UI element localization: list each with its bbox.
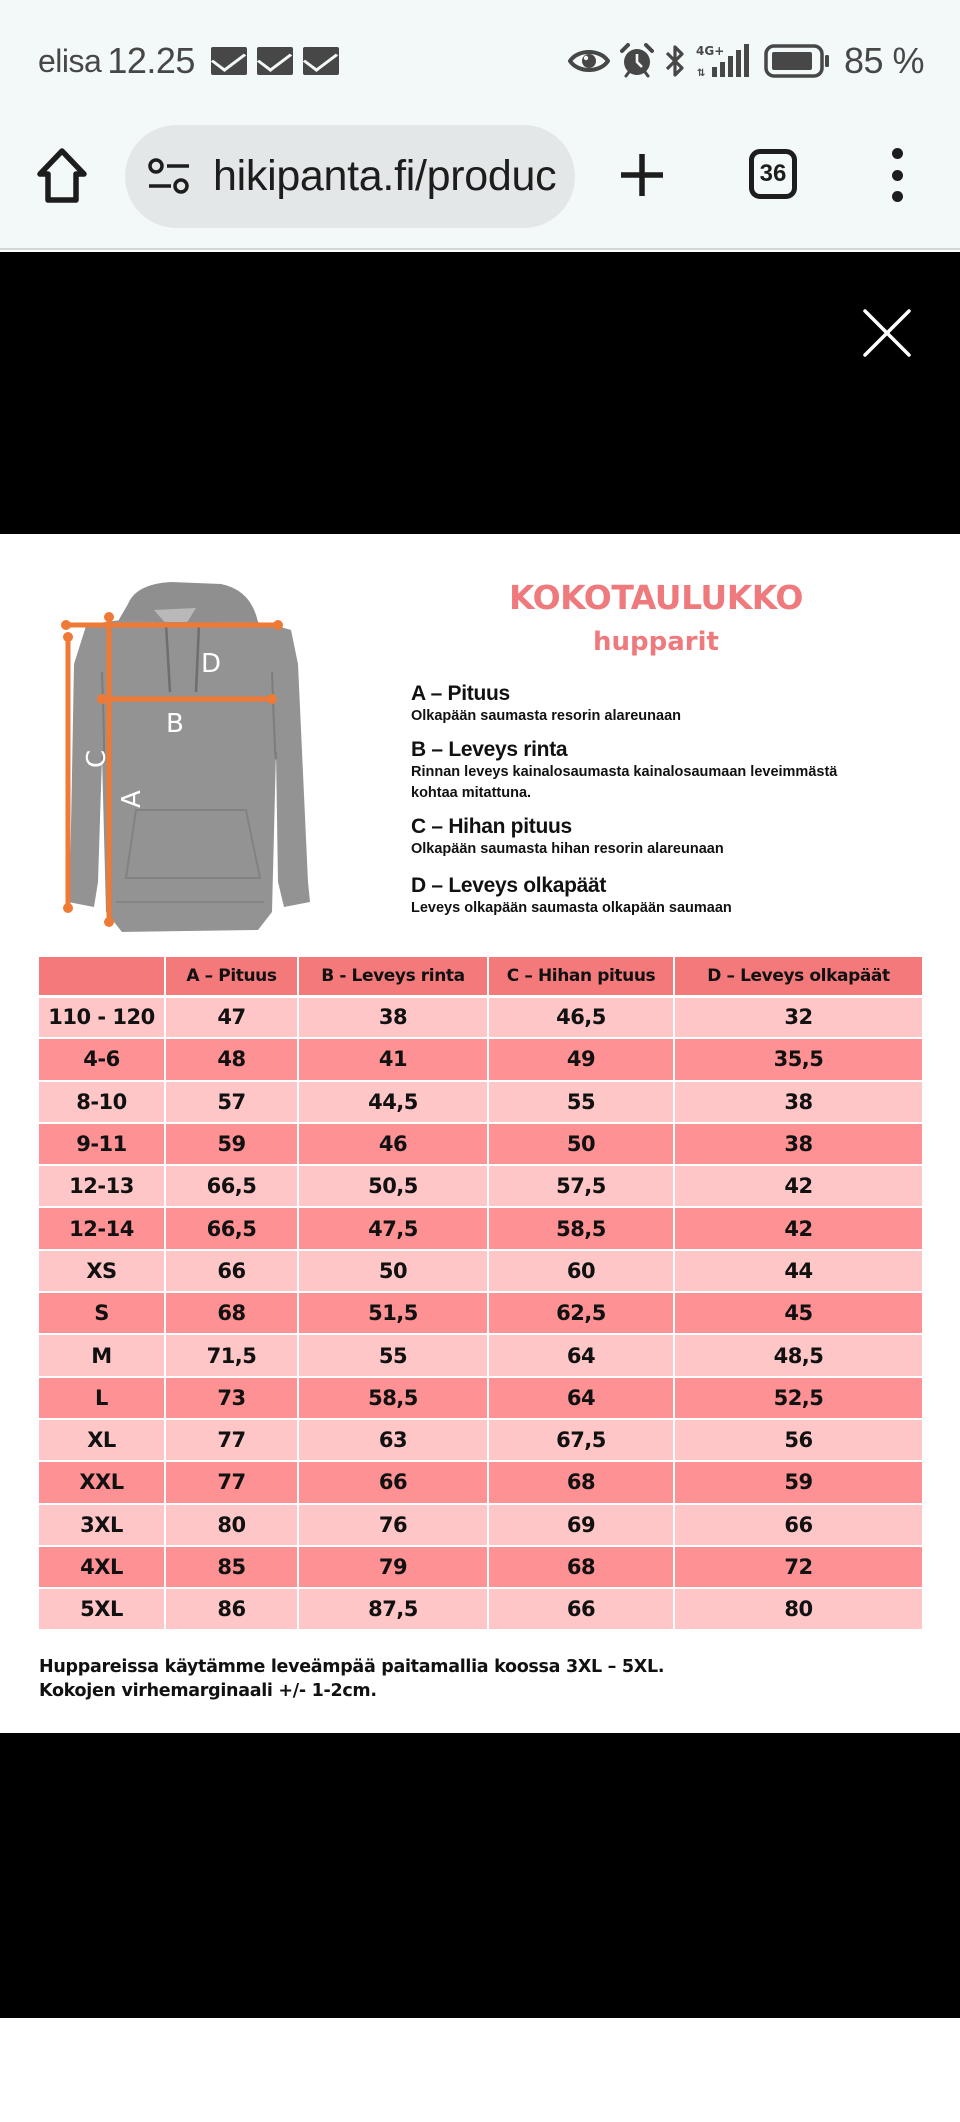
size-label-cell: 110 - 120 <box>38 996 165 1038</box>
measurement-cell: 58,5 <box>488 1207 674 1249</box>
measurement-cell: 77 <box>165 1419 298 1461</box>
measurement-cell: 69 <box>488 1504 674 1546</box>
menu-dot <box>892 170 903 181</box>
measurement-cell: 62,5 <box>488 1292 674 1334</box>
measurement-cell: 86 <box>165 1588 298 1630</box>
measurement-cell: 73 <box>165 1377 298 1419</box>
table-row <box>38 1207 923 1249</box>
more-vert-icon[interactable] <box>880 148 914 202</box>
label-d: D <box>201 649 222 679</box>
measurement-cell: 48 <box>165 1038 298 1080</box>
chart-title: KOKOTAULUKKO <box>509 578 803 617</box>
legend-d <box>411 874 931 919</box>
legend-a <box>411 682 931 727</box>
measurement-cell: 79 <box>298 1546 488 1588</box>
measurement-cell: 68 <box>488 1461 674 1503</box>
status-left <box>38 38 339 84</box>
measurement-cell: 64 <box>488 1377 674 1419</box>
measurement-cell: 32 <box>674 996 923 1038</box>
size-label-cell: 12-14 <box>38 1207 165 1249</box>
legend-desc: Olkapään saumasta resorin alareunaan <box>411 708 681 724</box>
legend-heading: D – Leveys olkapäät <box>411 874 607 897</box>
menu-dot <box>892 191 903 202</box>
lightbox-backdrop-bottom <box>0 1733 960 2018</box>
size-label-cell: 4XL <box>38 1546 165 1588</box>
size-label-cell: M <box>38 1334 165 1376</box>
size-chart-image <box>0 534 960 1733</box>
label-a: A <box>117 790 147 808</box>
measurement-cell: 68 <box>165 1292 298 1334</box>
url-text[interactable]: hikipanta.fi/produc <box>213 152 557 200</box>
table-row <box>38 1546 923 1588</box>
table-row <box>38 1504 923 1546</box>
table-row <box>38 1461 923 1503</box>
size-table <box>37 955 924 1631</box>
measurement-cell: 46 <box>298 1123 488 1165</box>
measurement-cell: 35,5 <box>674 1038 923 1080</box>
label-c: C <box>82 749 112 768</box>
bluetooth-icon <box>664 44 686 78</box>
measurement-cell: 52,5 <box>674 1377 923 1419</box>
measurement-cell: 55 <box>488 1081 674 1123</box>
measurement-cell: 47,5 <box>298 1207 488 1249</box>
measurement-cell: 47 <box>165 996 298 1038</box>
size-label-cell: XL <box>38 1419 165 1461</box>
address-bar[interactable] <box>125 125 575 228</box>
footnote <box>39 1655 664 1703</box>
measurement-cell: 80 <box>674 1588 923 1630</box>
footnote-line: Kokojen virhemarginaali +/- 1-2cm. <box>39 1681 377 1701</box>
size-label-cell: 5XL <box>38 1588 165 1630</box>
measurement-cell: 66 <box>165 1250 298 1292</box>
measurement-cell: 38 <box>674 1081 923 1123</box>
measurement-cell: 45 <box>674 1292 923 1334</box>
measurement-cell: 50,5 <box>298 1165 488 1207</box>
measurement-cell: 68 <box>488 1546 674 1588</box>
size-label-cell: 12-13 <box>38 1165 165 1207</box>
size-label-cell: 8-10 <box>38 1081 165 1123</box>
size-label-cell: L <box>38 1377 165 1419</box>
table-row <box>38 1419 923 1461</box>
measurement-cell: 66,5 <box>165 1207 298 1249</box>
legend-heading: A – Pituus <box>411 682 510 705</box>
legend-heading: B – Leveys rinta <box>411 738 568 761</box>
measurement-cell: 57,5 <box>488 1165 674 1207</box>
header-cell: A – Pituus <box>165 956 298 996</box>
measurement-cell: 80 <box>165 1504 298 1546</box>
measurement-cell: 49 <box>488 1038 674 1080</box>
label-b: B <box>166 709 184 739</box>
status-right <box>568 38 924 84</box>
chart-subtitle: hupparit <box>593 627 719 657</box>
battery-icon <box>764 44 830 78</box>
measurement-cell: 51,5 <box>298 1292 488 1334</box>
table-row <box>38 1588 923 1630</box>
measurement-cell: 66,5 <box>165 1165 298 1207</box>
table-row <box>38 1334 923 1376</box>
svg-text:4G+: 4G+ <box>695 44 725 58</box>
home-icon[interactable] <box>36 146 88 206</box>
measurement-cell: 85 <box>165 1546 298 1588</box>
measurement-cell: 77 <box>165 1461 298 1503</box>
measurement-cell: 42 <box>674 1207 923 1249</box>
measurement-cell: 38 <box>674 1123 923 1165</box>
table-row <box>38 1292 923 1334</box>
table-row <box>38 1123 923 1165</box>
measurement-cell: 55 <box>298 1334 488 1376</box>
size-label-cell: XXL <box>38 1461 165 1503</box>
legend-c <box>411 815 931 860</box>
measurement-cell: 60 <box>488 1250 674 1292</box>
legend-desc: Rinnan leveys kainalosaumasta kainalosaumaan leveimmästä <box>411 764 838 780</box>
legend-desc: Leveys olkapään saumasta olkapään saumaan <box>411 900 732 916</box>
header-cell <box>38 956 165 996</box>
size-label-cell: XS <box>38 1250 165 1292</box>
measurement-cell: 66 <box>674 1504 923 1546</box>
measurement-cell: 42 <box>674 1165 923 1207</box>
table-body <box>38 996 923 1630</box>
measurement-cell: 64 <box>488 1334 674 1376</box>
table-row <box>38 1250 923 1292</box>
measurement-cell: 57 <box>165 1081 298 1123</box>
svg-text:⇅: ⇅ <box>696 68 706 79</box>
table-row <box>38 996 923 1038</box>
menu-dot <box>892 148 903 159</box>
header-cell: B - Leveys rinta <box>298 956 488 996</box>
size-label-cell: S <box>38 1292 165 1334</box>
hoodie-diagram <box>46 582 316 938</box>
measurement-cell: 63 <box>298 1419 488 1461</box>
table-header-row <box>38 956 923 996</box>
browser-toolbar <box>0 110 960 250</box>
measurement-cell: 71,5 <box>165 1334 298 1376</box>
measurement-cell: 44,5 <box>298 1081 488 1123</box>
measurement-cell: 41 <box>298 1038 488 1080</box>
eye-icon <box>568 47 610 75</box>
measurement-cell: 50 <box>488 1123 674 1165</box>
close-icon[interactable] <box>862 308 912 358</box>
legend-desc: kohtaa mitattuna. <box>411 785 532 801</box>
measurement-cell: 46,5 <box>488 996 674 1038</box>
tune-icon[interactable] <box>147 157 191 197</box>
status-bar <box>0 0 960 110</box>
size-label-cell: 9-11 <box>38 1123 165 1165</box>
signal-4g-plus-icon <box>696 43 754 79</box>
alarm-icon <box>620 43 654 79</box>
legend-desc: Olkapään saumasta hihan resorin alareunaan <box>411 841 724 857</box>
mail-icon <box>257 47 293 75</box>
legend-heading: C – Hihan pituus <box>411 815 572 838</box>
measurement-cell: 67,5 <box>488 1419 674 1461</box>
mail-icon <box>211 47 247 75</box>
measurement-cell: 48,5 <box>674 1334 923 1376</box>
measurement-cell: 66 <box>298 1461 488 1503</box>
lightbox-backdrop-top <box>0 252 960 534</box>
measurement-cell: 44 <box>674 1250 923 1292</box>
measurement-cell: 76 <box>298 1504 488 1546</box>
measurement-cell: 38 <box>298 996 488 1038</box>
table-row <box>38 1165 923 1207</box>
mail-icon <box>303 47 339 75</box>
measurement-cell: 50 <box>298 1250 488 1292</box>
measurement-cell: 87,5 <box>298 1588 488 1630</box>
header-cell: C – Hihan pituus <box>488 956 674 996</box>
size-label-cell: 4-6 <box>38 1038 165 1080</box>
measurement-cell: 72 <box>674 1546 923 1588</box>
legend-b <box>411 738 931 804</box>
size-label-cell: 3XL <box>38 1504 165 1546</box>
clock: 12.25 <box>107 40 195 81</box>
measurement-cell: 66 <box>488 1588 674 1630</box>
new-tab-icon[interactable] <box>617 150 667 200</box>
footnote-line: Huppareissa käytämme leveämpää paitamallia koossa 3XL – 5XL. <box>39 1657 665 1677</box>
tab-switcher-button[interactable] <box>749 149 797 199</box>
battery-percent: 85 % <box>843 40 924 81</box>
measurement-cell: 59 <box>165 1123 298 1165</box>
header-cell: D – Leveys olkapäät <box>674 956 923 996</box>
measurement-cell: 59 <box>674 1461 923 1503</box>
table-row <box>38 1038 923 1080</box>
carrier-name: elisa <box>38 42 102 79</box>
table-row <box>38 1081 923 1123</box>
tab-count: 36 <box>759 160 787 187</box>
measurement-cell: 58,5 <box>298 1377 488 1419</box>
table-row <box>38 1377 923 1419</box>
measurement-cell: 56 <box>674 1419 923 1461</box>
